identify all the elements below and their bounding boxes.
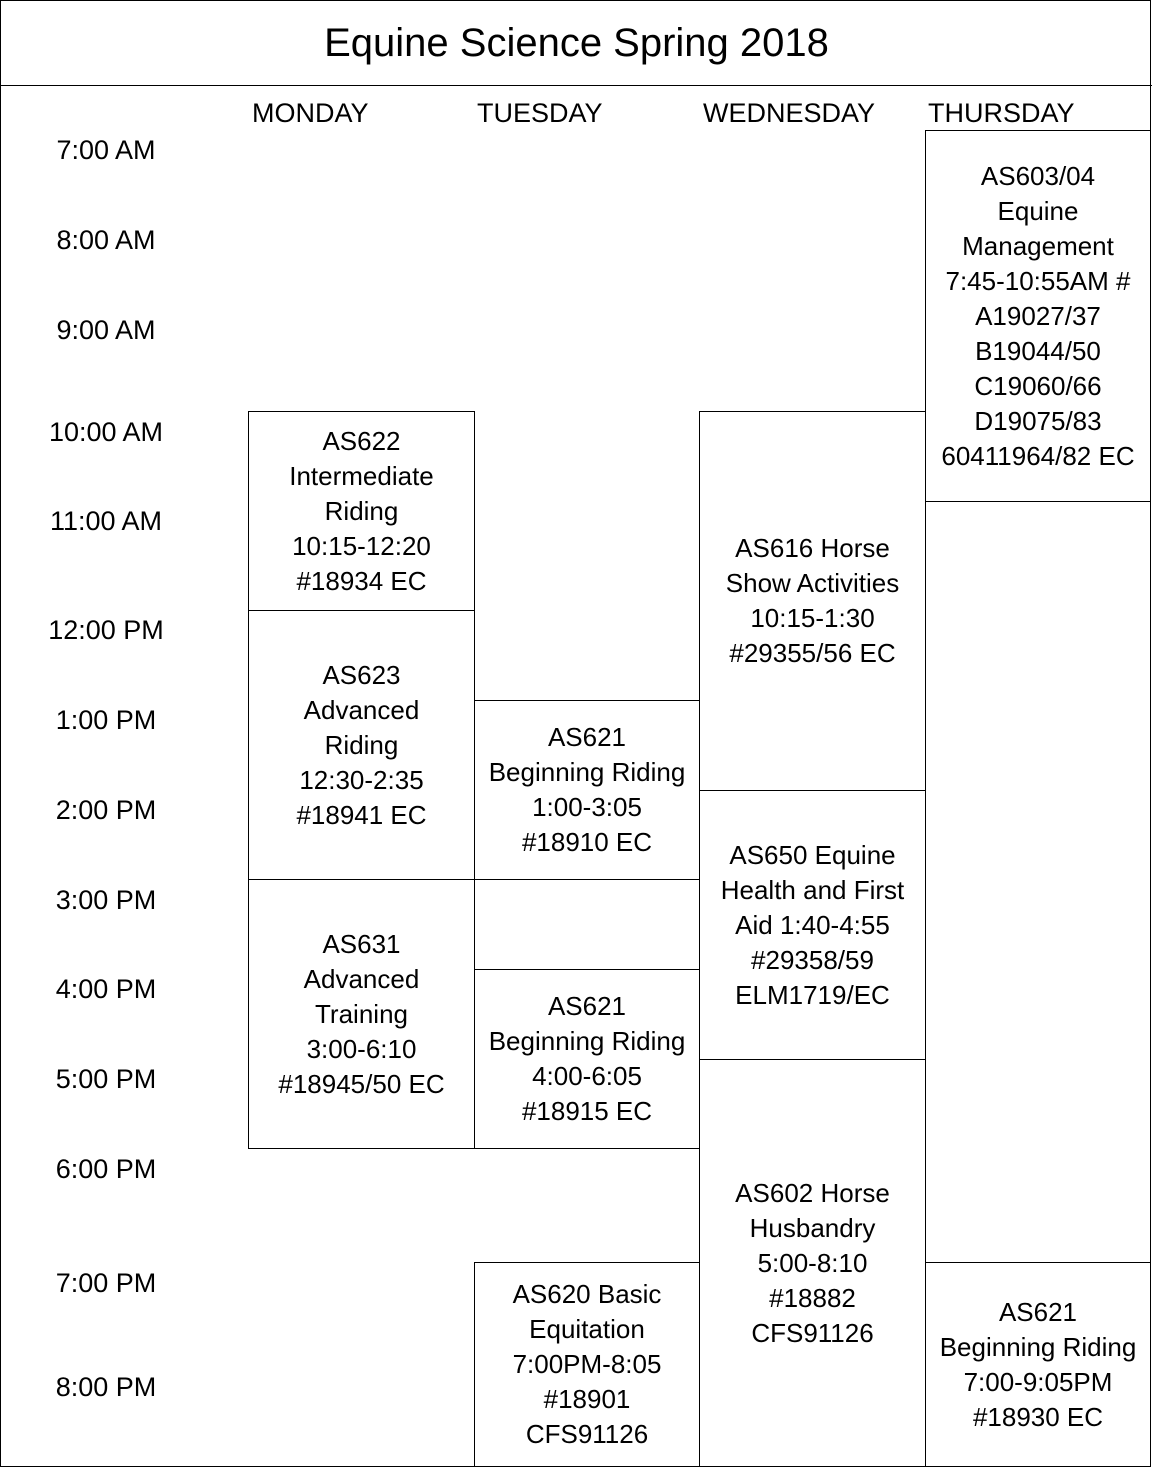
time-label: 4:00 PM [55,974,157,1004]
time-label: 11:00 AM [49,506,163,536]
class-text: CFS91126 [525,1419,649,1449]
class-block [248,879,475,1149]
class-text: 5:00-8:10 [757,1247,868,1278]
class-text: AS622 [322,425,401,456]
time-label: 12:00 PM [48,615,164,645]
time-label: 8:00 PM [55,1372,157,1402]
class-text: Training [315,998,408,1029]
class-block [699,1059,926,1467]
day-header-monday: MONDAY [252,98,369,128]
class-text: #18930 EC [972,1401,1104,1432]
class-text: 7:00PM-8:05 [512,1349,662,1379]
class-text: 10:15-12:20 [292,530,431,561]
class-text: #18934 EC [296,565,427,596]
class-text: AS620 Basic [512,1279,662,1309]
empty-slot-thursday [925,501,1151,1264]
class-text: 1:00-3:05 [532,792,642,822]
class-text: AS623 [322,659,401,690]
class-text: Beginning Riding [488,1026,686,1056]
class-text: Equine [997,195,1079,226]
class-text: #18910 EC [521,827,653,857]
class-text: 7:45-10:55AM # [945,265,1131,296]
class-text: AS602 Horse [735,1177,890,1208]
day-header-thursday: THURSDAY [928,98,1075,128]
class-block [248,610,475,880]
class-block [925,130,1151,502]
class-text: Riding [324,729,399,760]
time-label: 3:00 PM [55,885,157,915]
time-label: 7:00 PM [55,1268,157,1298]
time-label: 8:00 AM [56,225,156,255]
class-text: Health and First [720,874,905,905]
class-text: ELM1719/EC [735,979,890,1010]
class-text: AS621 [547,991,627,1021]
class-text: Management [962,230,1114,261]
class-text: AS616 Horse [735,533,890,563]
time-label: 2:00 PM [55,795,157,825]
time-label: 10:00 AM [48,417,164,447]
class-block [699,411,926,791]
class-text: Advanced [303,963,420,994]
class-text: C19060/66 [974,370,1102,401]
class-text: 4:00-6:05 [532,1061,642,1091]
class-text: #29355/56 EC [729,638,896,668]
class-text: #18945/50 EC [278,1068,445,1099]
class-text: Aid 1:40-4:55 [735,909,890,940]
time-label: 1:00 PM [55,705,157,735]
empty-slot-tuesday [474,879,700,970]
class-text: D19075/83 [974,405,1102,436]
class-text: Beginning Riding [939,1331,1137,1362]
class-text: AS631 [322,928,401,959]
class-text: CFS91126 [751,1317,874,1348]
class-text: 10:15-1:30 [750,603,875,633]
class-text: AS621 [998,1296,1078,1327]
time-label: 6:00 PM [55,1154,157,1184]
class-text: 60411964/82 EC [941,440,1135,471]
class-block [248,411,475,611]
class-text: Equitation [529,1314,645,1344]
class-block [474,700,700,880]
class-text: 7:00-9:05PM [963,1366,1113,1397]
class-text: AS621 [547,722,627,752]
class-text: Intermediate [289,460,434,491]
day-header-wednesday: WEDNESDAY [703,98,876,128]
class-text: Advanced [303,694,420,725]
class-text: AS650 Equine [729,839,896,870]
class-text: Beginning Riding [488,757,686,787]
class-text: A19027/37 [975,300,1101,331]
class-text: #18901 [543,1384,631,1414]
class-text: #18882 [769,1282,856,1313]
class-text: 3:00-6:10 [306,1033,417,1064]
class-text: #18915 EC [521,1096,653,1126]
class-text: #18941 EC [296,799,427,830]
class-block [474,1262,700,1467]
class-text: B19044/50 [975,335,1101,366]
class-text: 12:30-2:35 [299,764,424,795]
day-header-tuesday: TUESDAY [477,98,603,128]
class-text: AS603/04 [980,160,1096,191]
time-label: 9:00 AM [56,315,156,345]
class-block [925,1262,1151,1467]
class-text: Show Activities [725,568,900,598]
time-label: 5:00 PM [55,1064,157,1094]
schedule-title: Equine Science Spring 2018 [324,21,829,65]
class-text: Husbandry [749,1212,876,1243]
class-block [699,790,926,1060]
time-label: 7:00 AM [56,135,156,165]
class-text: #29358/59 [751,944,874,975]
class-text: Riding [324,495,399,526]
title-bar [1,1,1152,86]
class-block [474,969,700,1149]
